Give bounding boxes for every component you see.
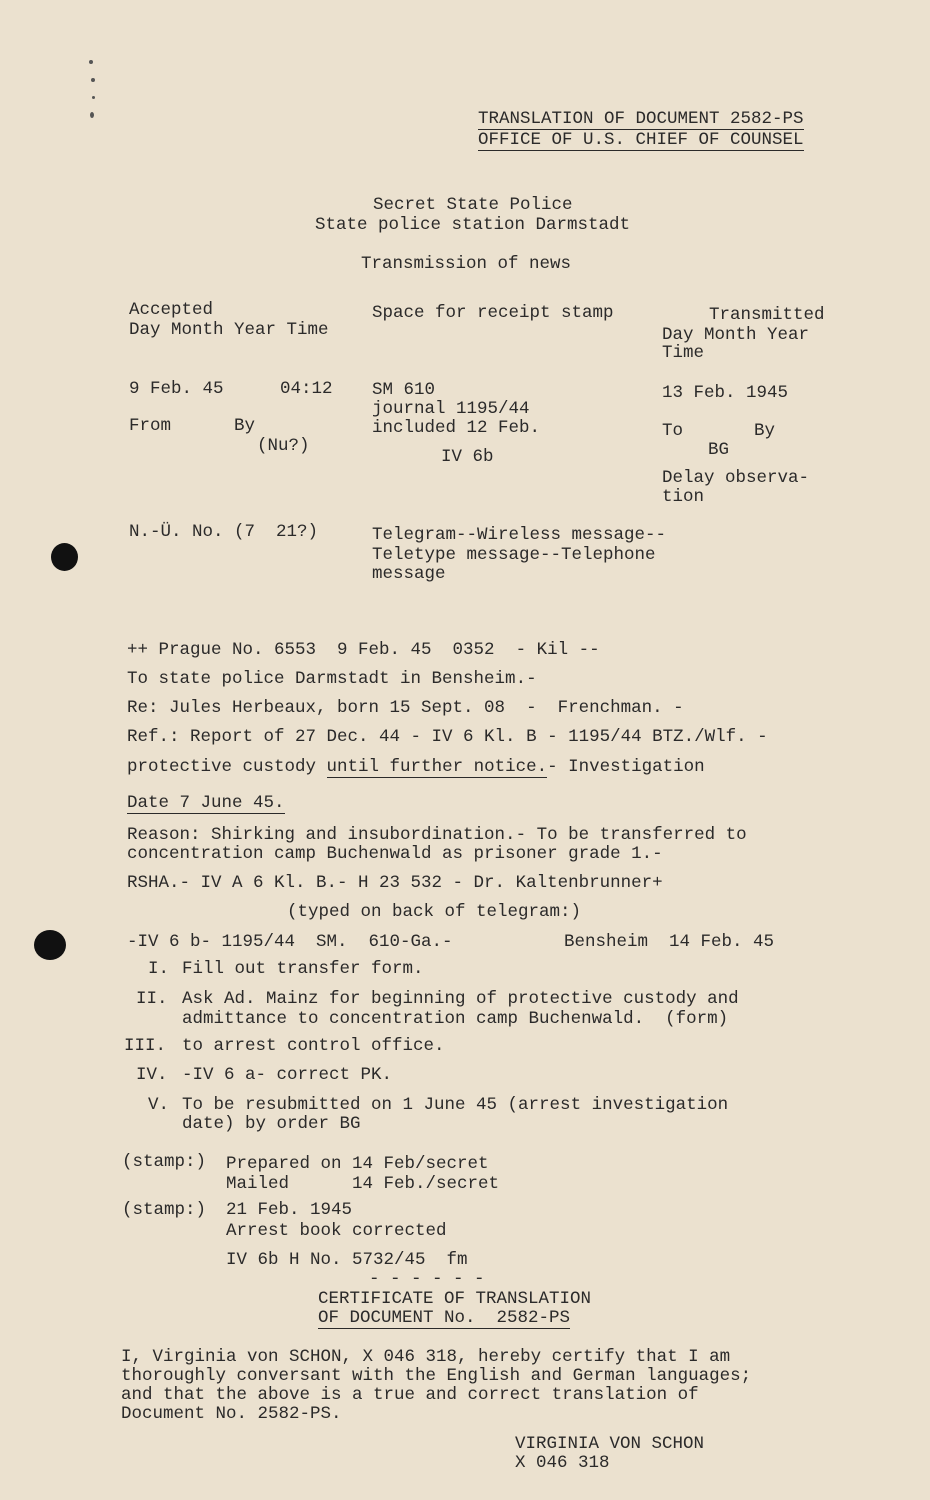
receipt-stamp-label: Space for receipt stamp xyxy=(372,303,614,323)
header-line-2: OFFICE OF U.S. CHIEF OF COUNSEL xyxy=(478,130,804,150)
to-by-label: By xyxy=(754,421,776,441)
item-3-text: to arrest control office. xyxy=(182,1036,445,1056)
punch-hole-top xyxy=(51,543,78,571)
accepted-label: Accepted xyxy=(129,300,214,320)
telegram-line-4: Ref.: Report of 27 Dec. 44 - IV 6 Kl. B - 1195/44 BTZ./Wlf. - xyxy=(127,727,768,747)
receipt-office: IV 6b xyxy=(441,447,494,467)
agency-name: Secret State Police xyxy=(373,195,573,215)
form-title: Transmission of news xyxy=(361,254,572,274)
stamp-2-label: (stamp:) xyxy=(122,1200,207,1220)
from-label: From xyxy=(129,416,172,436)
transmitted-label: Transmitted xyxy=(709,305,825,325)
certificate-title-2: OF DOCUMENT No. 2582-PS xyxy=(318,1308,571,1328)
rsha-line: RSHA.- IV A 6 Kl. B.- H 23 532 - Dr. Kaltenbrunner+ xyxy=(127,873,663,893)
item-2-text-1: Ask Ad. Mainz for beginning of protective custody and xyxy=(182,989,739,1009)
accepted-date: 9 Feb. 45 xyxy=(129,379,224,399)
signature-number: X 046 318 xyxy=(515,1453,610,1473)
telegram-line-1: ++ Prague No. 6553 9 Feb. 45 0352 - Kil -- xyxy=(127,640,600,660)
accepted-subheader: Day Month Year Time xyxy=(129,320,329,340)
reference-line: -IV 6 b- 1195/44 SM. 610-Ga.- xyxy=(127,932,453,952)
signature-name: VIRGINIA VON SCHON xyxy=(515,1434,705,1454)
delay-line-2: tion xyxy=(662,487,705,507)
stamp-2-line-3: IV 6b H No. 5732/45 fm xyxy=(226,1250,468,1270)
certificate-text-4: Document No. 2582-PS. xyxy=(121,1404,342,1424)
stamp-2-line-1: 21 Feb. 1945 xyxy=(226,1200,353,1220)
certificate-dashes: - - - - - - xyxy=(369,1269,485,1289)
transmitted-subheader: Day Month Year xyxy=(662,325,810,345)
nu-number: N.-Ü. No. (7 21?) xyxy=(129,522,319,542)
item-4-text: -IV 6 a- correct PK. xyxy=(182,1065,393,1085)
by-value: (Nu?) xyxy=(257,436,310,456)
receipt-line-1: SM 610 xyxy=(372,380,436,400)
receipt-line-2: journal 1195/44 xyxy=(372,399,530,419)
paper-speck xyxy=(89,60,93,64)
transmitted-time-label: Time xyxy=(662,343,705,363)
telegram-line-5 xyxy=(127,758,705,777)
stamp-1-label: (stamp:) xyxy=(122,1152,207,1172)
item-1-number: I. xyxy=(148,959,170,979)
place-date-line: Bensheim 14 Feb. 45 xyxy=(564,932,775,952)
item-4-number: IV. xyxy=(136,1065,168,1085)
telegram-line-5c: - Investigation xyxy=(547,757,705,777)
telegram-line-5a: protective custody xyxy=(127,757,327,777)
stamp-1-line-2: Mailed 14 Feb./secret xyxy=(226,1174,500,1194)
to-by-value: BG xyxy=(708,440,730,460)
item-1-text: Fill out transfer form. xyxy=(182,959,424,979)
paper-speck xyxy=(91,78,95,82)
certificate-title-1: CERTIFICATE OF TRANSLATION xyxy=(318,1289,592,1309)
certificate-text-2: thoroughly conversant with the English and German languages; xyxy=(121,1366,752,1386)
telegram-line-5-underlined: until further notice. xyxy=(326,757,548,777)
stamp-2-line-2: Arrest book corrected xyxy=(226,1221,447,1241)
message-type-1: Telegram--Wireless message-- xyxy=(372,525,667,545)
certificate-text-1: I, Virginia von SCHON, X 046 318, hereby certify that I am xyxy=(121,1347,731,1367)
station-name: State police station Darmstadt xyxy=(315,215,631,235)
stamp-1-line-1: Prepared on 14 Feb/secret xyxy=(226,1154,489,1174)
paper-speck xyxy=(90,112,94,118)
message-type-3: message xyxy=(372,564,446,584)
item-5-number: V. xyxy=(148,1095,170,1115)
telegram-line-2: To state police Darmstadt in Bensheim.- xyxy=(127,669,537,689)
to-label: To xyxy=(662,421,684,441)
investigation-date: Date 7 June 45. xyxy=(127,793,285,813)
reason-line-1: Reason: Shirking and insubordination.- To be transferred to xyxy=(127,825,747,845)
accepted-time: 04:12 xyxy=(280,379,333,399)
item-5-text-2: date) by order BG xyxy=(182,1114,361,1134)
telegram-line-3: Re: Jules Herbeaux, born 15 Sept. 08 - Frenchman. - xyxy=(127,698,684,718)
typed-on-back-note: (typed on back of telegram:) xyxy=(287,902,582,922)
reason-line-2: concentration camp Buchenwald as prisoner grade 1.- xyxy=(127,844,663,864)
header-line-1: TRANSLATION OF DOCUMENT 2582-PS xyxy=(478,109,804,129)
item-5-text-1: To be resubmitted on 1 June 45 (arrest investigation xyxy=(182,1095,729,1115)
certificate-text-3: and that the above is a true and correct translation of xyxy=(121,1385,699,1405)
punch-hole-bottom xyxy=(34,930,66,960)
item-3-number: III. xyxy=(124,1036,167,1056)
paper-speck xyxy=(92,96,95,99)
message-type-2: Teletype message--Telephone xyxy=(372,545,656,565)
delay-line-1: Delay observa- xyxy=(662,468,810,488)
receipt-line-3: included 12 Feb. xyxy=(372,418,541,438)
transmitted-date: 13 Feb. 1945 xyxy=(662,383,789,403)
by-label: By xyxy=(234,416,256,436)
item-2-text-2: admittance to concentration camp Buchenwald. (form) xyxy=(182,1009,729,1029)
item-2-number: II. xyxy=(136,989,168,1009)
